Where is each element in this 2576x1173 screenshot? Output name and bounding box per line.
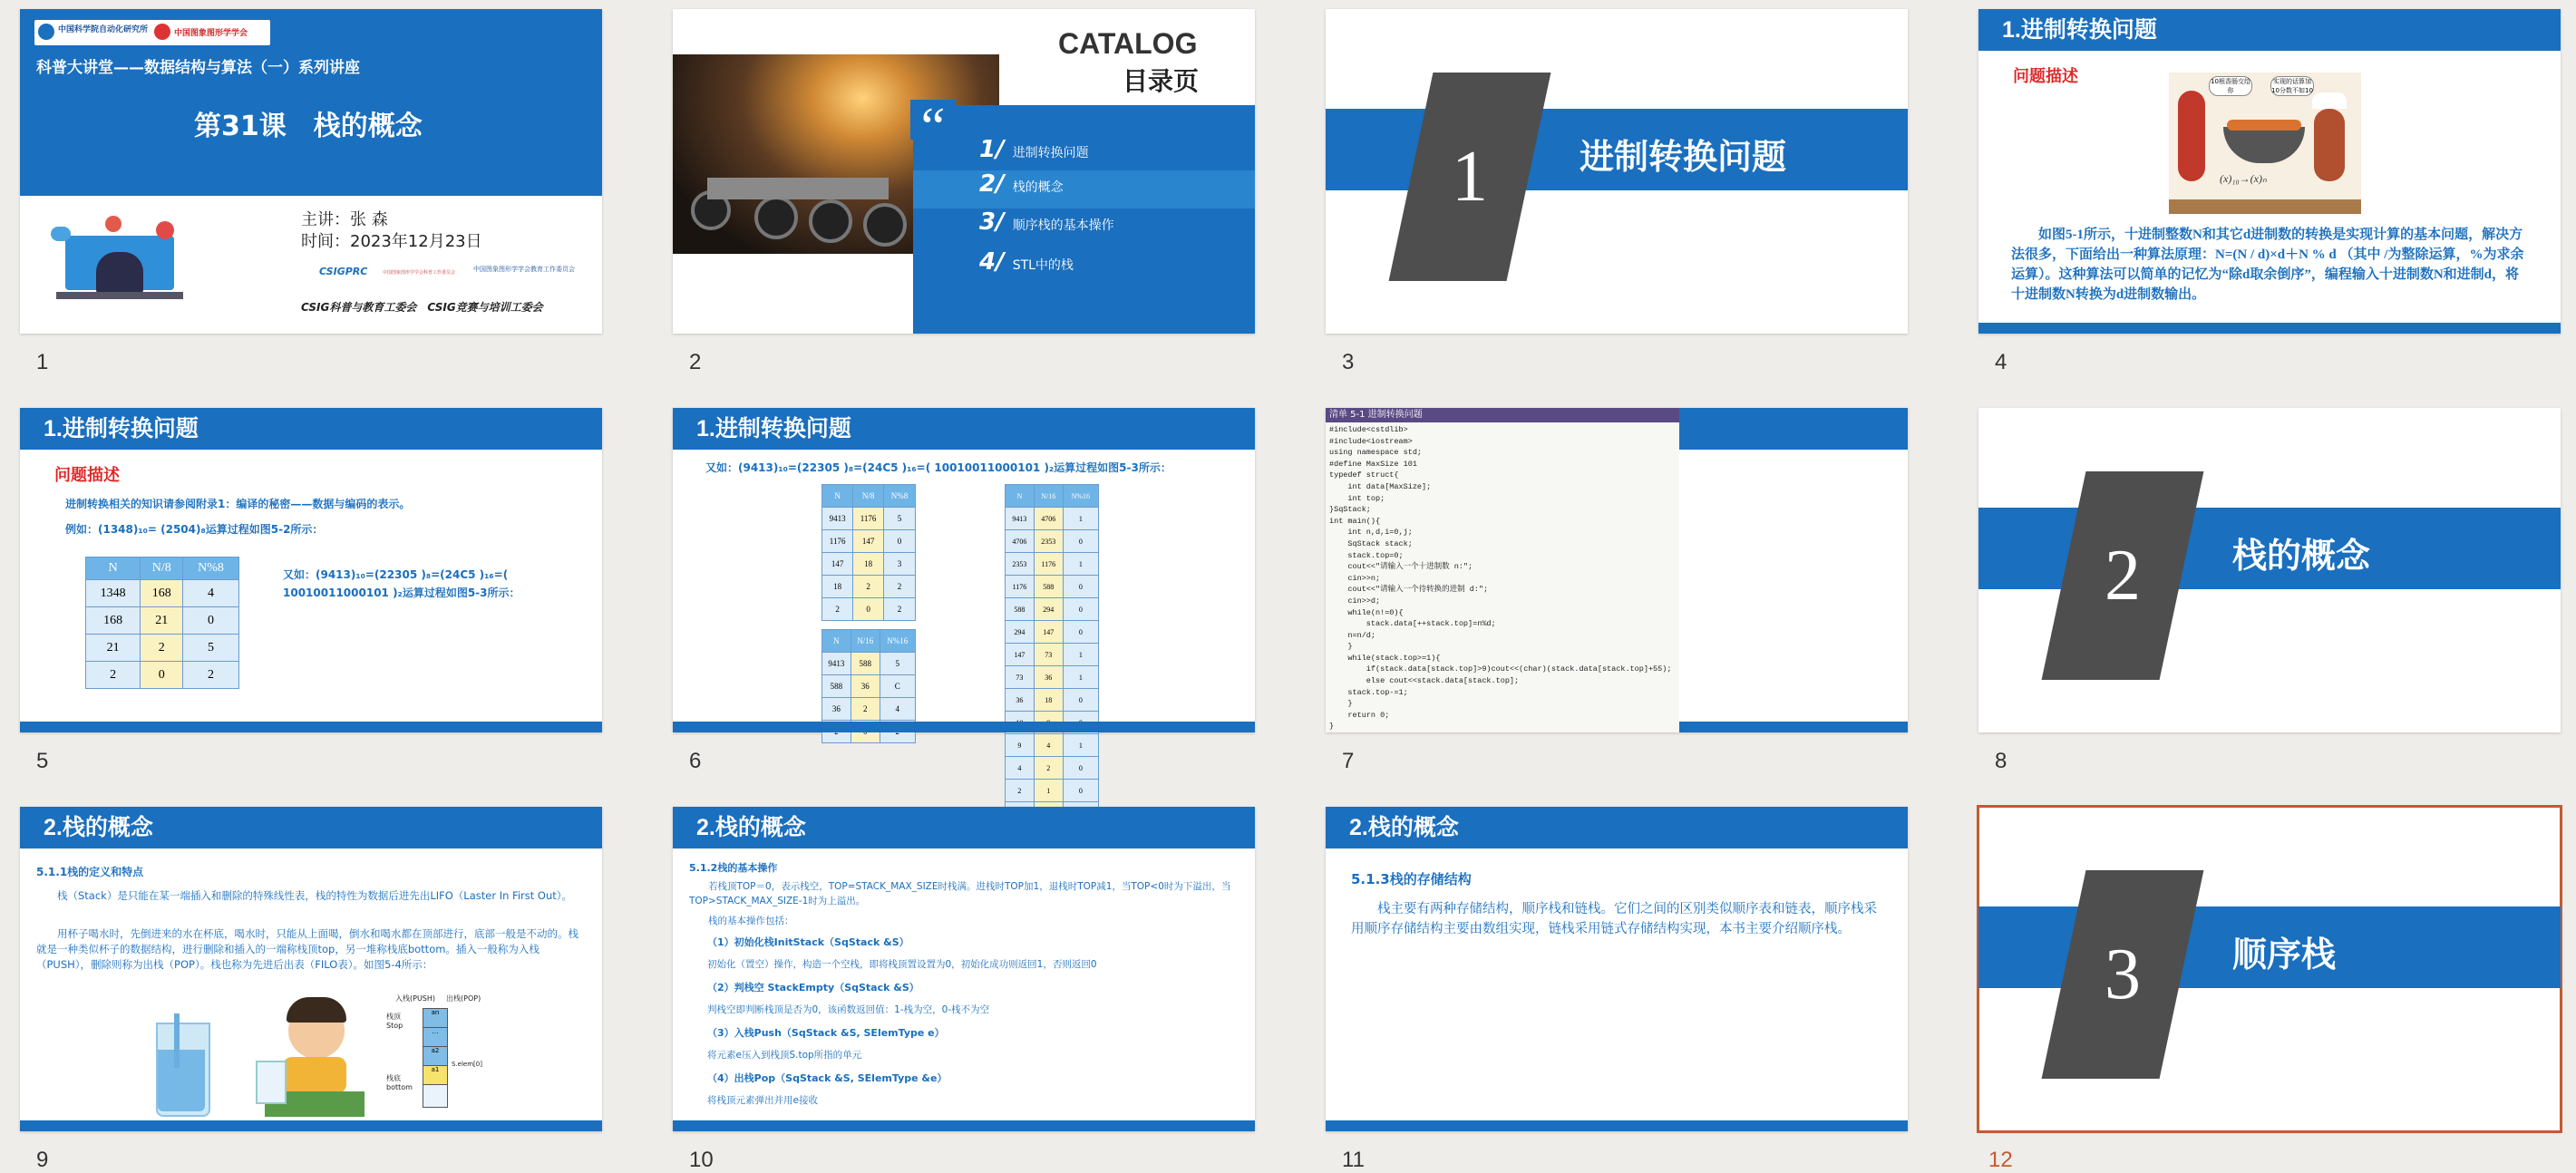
slide-number-11: 11 — [1342, 1148, 1365, 1172]
catalog-index: 3/ — [979, 208, 1005, 236]
cell: 168 — [86, 607, 141, 635]
subhead: 5.1.1栈的定义和特点 — [36, 866, 144, 878]
table-row — [1006, 757, 1099, 780]
op-3-desc: 将元素e压入到栈顶S.top所指的单元 — [707, 1050, 862, 1061]
catalog-index: 4/ — [979, 248, 1005, 276]
cell: 18 — [822, 576, 853, 598]
cell: 9413 — [822, 653, 851, 675]
cell: 2 — [141, 635, 183, 662]
cell: 4 — [183, 580, 239, 607]
cell: 1176 — [853, 508, 884, 530]
table-row — [822, 653, 916, 675]
logo-text-3: 中国图象图形学学会教育工作委员会 — [473, 266, 575, 273]
slide-number-9: 9 — [36, 1148, 49, 1172]
op-2-heading: （2）判栈空 StackEmpty（SqStack &S） — [707, 982, 919, 994]
catalog-label: 进制转换问题 — [1012, 146, 1089, 160]
slide-header: 1.进制转换问题 — [1978, 9, 2561, 51]
catalog-heading: CATALOG — [1058, 27, 1198, 60]
col-head: N — [822, 485, 853, 508]
subhead: 5.1.2栈的基本操作 — [689, 862, 778, 874]
op-2-desc: 判栈空即判断栈顶是否为0，该函数返回值：1-栈为空，0-栈不为空 — [707, 1004, 990, 1015]
table-row — [1006, 689, 1099, 712]
conversion-formula: (x)₁₀→(x)ₙ — [2220, 172, 2267, 185]
col-head: N/8 — [141, 557, 183, 580]
table-octal — [821, 484, 916, 621]
ops-intro: 栈的基本操作包括： — [689, 916, 794, 926]
cell: 36 — [1034, 666, 1063, 689]
section-number: 1 — [1389, 73, 1551, 281]
table-row — [822, 576, 916, 598]
section-number: 3 — [2042, 870, 2204, 1079]
definition-text: 栈（Stack）是只能在某一端插入和删除的特殊线性表，栈的特性为数据后进先出LIFO（Laster In First Out）。 — [57, 889, 573, 902]
table-row — [86, 607, 239, 635]
slide-number-1: 1 — [36, 350, 49, 374]
table-row — [822, 675, 916, 698]
cell: 588 — [1006, 598, 1035, 621]
op-1-desc: 初始化（置空）操作，构造一个空栈，即将栈顶置设置为0，初始化成功则返回1，否则返回0 — [707, 959, 1097, 970]
stack-cell: an — [423, 1009, 447, 1028]
cell: 0 — [1063, 689, 1098, 712]
org-name-2: 中国图象图形学学会 — [174, 29, 248, 38]
push-label: 入栈(PUSH) — [395, 994, 436, 1003]
stack-cell: a1 — [423, 1066, 447, 1085]
table-row — [1006, 644, 1099, 666]
cell: 4 — [1006, 757, 1035, 780]
table-row — [1006, 530, 1099, 553]
cell: 147 — [1006, 644, 1035, 666]
cell: 2 — [1034, 757, 1063, 780]
date: 时间：2023年12月23日 — [301, 232, 482, 251]
slide-number-2: 2 — [689, 350, 702, 374]
col-head: N — [822, 630, 851, 653]
cell: 588 — [851, 653, 880, 675]
col-head: N%8 — [883, 485, 915, 508]
problem-description: 如图5-1所示，十进制整数N和其它d进制数的转换是实现计算的基本问题，解决方法很多，下面给出一种算法原理：N=(N / d)×d＋N % d （其中 /为整除运算，%为求余运算）。这种算法可以简单的记忆为“除d取余倒序”，编程输入十进制数N和进制d，将十进制数N转换为d进制数输出。 — [2011, 228, 2524, 302]
stack-cell: … — [423, 1028, 447, 1047]
cell: 2 — [851, 698, 880, 721]
table-row — [822, 598, 916, 621]
table-row — [1006, 598, 1099, 621]
cell: 1 — [1063, 666, 1098, 689]
cell: 4 — [1034, 734, 1063, 757]
table-row — [86, 580, 239, 607]
cell: 18 — [1034, 689, 1063, 712]
catalog-index: 1/ — [979, 136, 1005, 163]
cell: 0 — [1063, 576, 1098, 598]
cell: 1 — [1063, 644, 1098, 666]
speech-bubble-1: 10根香肠交给你 — [2209, 76, 2252, 96]
table-row — [86, 635, 239, 662]
speech-bubble-2: 实现的话算加10分数不如10 — [2271, 78, 2313, 94]
cell: 2 — [853, 576, 884, 598]
cell: 1176 — [822, 530, 853, 553]
cell: 1176 — [1006, 576, 1035, 598]
speaker: 主讲：张 森 — [301, 210, 388, 229]
cell: 0 — [853, 598, 884, 621]
table-row — [822, 698, 916, 721]
slide-number-4: 4 — [1995, 350, 2007, 374]
catalog-label: 栈的概念 — [1012, 180, 1064, 195]
col-head: N/16 — [851, 630, 880, 653]
subhead: 5.1.3栈的存储结构 — [1351, 871, 1472, 887]
catalog-item-3[interactable] — [979, 208, 1114, 236]
footer-committees: CSIG科普与教育工委会 CSIG竞赛与培训工委会 — [301, 301, 543, 314]
cell: 147 — [853, 530, 884, 553]
cell: 9413 — [1006, 508, 1035, 530]
slide-thumbnail-4[interactable] — [1978, 9, 2561, 334]
slide-thumbnail-5[interactable] — [20, 408, 602, 732]
analogy-text: 用杯子喝水时，先倒进来的水在杯底，喝水时，只能从上面喝，倒水和喝水都在顶部进行，底部一般是不动的。栈就是一种类似杯子的数据结构，进行删除和插入的一端称栈顶top，另一堆称栈底bottom。插入一般称为入栈（PUSH），删除则称为出栈（POP）。栈也称为先进后出表（FILO表）。如图5-4所示： — [36, 927, 578, 971]
table-row — [1006, 508, 1099, 530]
slide-number-12: 12 — [1988, 1148, 2013, 1172]
cell: 5 — [880, 653, 915, 675]
cell: 1 — [1063, 508, 1098, 530]
cell: 73 — [1034, 644, 1063, 666]
catalog-label: 顺序栈的基本操作 — [1012, 218, 1114, 233]
catalog-subheading: 目录页 — [1123, 66, 1200, 96]
table-row — [86, 662, 239, 689]
cell: 73 — [1006, 666, 1035, 689]
slide-thumbnail-7[interactable] — [1326, 408, 1908, 732]
cell: 0 — [1063, 780, 1098, 802]
conversion-table-octal — [85, 557, 239, 689]
col-head: N%16 — [880, 630, 915, 653]
storage-text: 栈主要有两种存储结构，顺序栈和链栈。它们之间的区别类似顺序表和链表，顺序栈采用顺序存储结构主要由数组实现，链栈采用链式存储结构实现，本书主要介绍顺序栈。 — [1351, 902, 1877, 936]
cell: 9 — [1006, 734, 1035, 757]
slide-number-7: 7 — [1342, 749, 1355, 773]
cell: 147 — [1034, 621, 1063, 644]
cell: 1 — [1063, 553, 1098, 576]
slide-thumbnail-12[interactable] — [1978, 807, 2561, 1131]
slide-number-8: 8 — [1995, 749, 2007, 773]
quote-icon: “ — [910, 100, 956, 140]
cell: 168 — [141, 580, 183, 607]
slide-number-6: 6 — [689, 749, 702, 773]
bbq-illustration — [2169, 73, 2361, 214]
slide-header: 2.栈的概念 — [1326, 807, 1908, 848]
cell: 3 — [883, 553, 915, 576]
slide-number-10: 10 — [689, 1148, 714, 1172]
cell: 0 — [1063, 530, 1098, 553]
slide-thumbnail-3[interactable] — [1326, 9, 1908, 334]
catalog-item-4[interactable] — [979, 248, 1074, 276]
op-4-heading: （4）出栈Pop（SqStack &S, SElemType &e） — [707, 1072, 948, 1084]
boy-illustration — [256, 997, 374, 1120]
slide-header: 2.栈的概念 — [673, 807, 1255, 848]
table-row — [1006, 621, 1099, 644]
cell: 2 — [1006, 780, 1035, 802]
cell: 294 — [1006, 621, 1035, 644]
op-1-heading: （1）初始化栈InitStack（SqStack &S） — [707, 936, 909, 948]
cell: 588 — [1034, 576, 1063, 598]
slide-thumbnail-6[interactable] — [673, 408, 1255, 795]
section-title: 栈的概念 — [2232, 538, 2371, 576]
code-listing-title: 清单 5-1 进制转换问题 — [1326, 408, 1679, 422]
stack-top-label: 栈顶 Stop — [386, 1013, 403, 1030]
cell: 2 — [822, 598, 853, 621]
cell: C — [880, 675, 915, 698]
stack-bottom-label: 栈底 bottom — [386, 1074, 413, 1091]
col-head: N — [1006, 485, 1035, 508]
logo-text-2: 中国图象图形学学会科普工作委员会 — [383, 270, 456, 276]
monster-trucks — [691, 163, 909, 245]
section-label: 问题描述 — [2013, 67, 2078, 86]
cell: 4706 — [1006, 530, 1035, 553]
org-name-1: 中国科学院自动化研究所 — [58, 25, 149, 34]
stack-diagram — [423, 1008, 448, 1108]
cell: 588 — [822, 675, 851, 698]
col-head: N%8 — [183, 557, 239, 580]
pop-label: 出栈(POP) — [446, 994, 481, 1003]
cell: 2353 — [1006, 553, 1035, 576]
cell: 294 — [1034, 598, 1063, 621]
cell: 5 — [183, 635, 239, 662]
section-title: 顺序栈 — [2232, 936, 2337, 974]
catalog-index: 2/ — [979, 170, 1005, 198]
side-example: 又如：(9413)₁₀=(22305 )₈=(24C5 )₁₆=( 10010011000101 )₂运算过程如图5-3所示： — [283, 568, 520, 599]
catalog-label: STL中的栈 — [1012, 258, 1074, 273]
cell: 1 — [1034, 780, 1063, 802]
table-row — [1006, 734, 1099, 757]
cell: 147 — [822, 553, 853, 576]
table-row — [1006, 576, 1099, 598]
table-row — [822, 530, 916, 553]
cell: 36 — [1006, 689, 1035, 712]
elem-label: S.elem[0] — [452, 1061, 482, 1068]
computer-illustration — [47, 216, 192, 306]
table-row — [1006, 666, 1099, 689]
cell: 1 — [1063, 734, 1098, 757]
table-binary — [1005, 484, 1099, 825]
cell: 0 — [1063, 757, 1098, 780]
table-row — [822, 508, 916, 530]
slide-thumbnail-2[interactable] — [673, 9, 1255, 334]
slide-thumbnail-11[interactable] — [1326, 807, 1908, 1131]
glass-illustration — [147, 1013, 219, 1120]
section-title: 进制转换问题 — [1580, 139, 1787, 177]
col-head: N%16 — [1063, 485, 1098, 508]
cell: 18 — [853, 553, 884, 576]
cell: 4706 — [1034, 508, 1063, 530]
stack-cell: a2 — [423, 1047, 447, 1066]
slide-number-3: 3 — [1342, 350, 1355, 374]
catalog-item-2[interactable] — [979, 170, 1064, 198]
slide-header: 1.进制转换问题 — [673, 408, 1255, 450]
cell: 2 — [183, 662, 239, 689]
cell: 1348 — [86, 580, 141, 607]
cell: 1176 — [1034, 553, 1063, 576]
cell: 0 — [1063, 598, 1098, 621]
col-head: N/16 — [1034, 485, 1063, 508]
cell: 0 — [183, 607, 239, 635]
table-row — [1006, 780, 1099, 802]
series-title: 科普大讲堂——数据结构与算法（一）系列讲座 — [36, 59, 360, 77]
op-3-heading: （3）入栈Push（SqStack &S, SElemType e） — [707, 1027, 945, 1039]
slide-thumbnail-8[interactable] — [1978, 408, 2561, 732]
catalog-item-1[interactable] — [979, 136, 1089, 163]
slide-number-5: 5 — [36, 749, 49, 773]
col-head: N — [86, 557, 141, 580]
intro-text: 若栈顶TOP＝0，表示栈空，TOP=STACK_MAX_SIZE时栈满。进栈时TOP加1，退栈时TOP减1，当TOP<0时为下溢出，当TOP>STACK_MAX_SIZE-1时为上溢出。 — [689, 881, 1231, 906]
slide-header: 1.进制转换问题 — [20, 408, 602, 450]
slide-header: 2.栈的概念 — [20, 807, 602, 848]
lesson-title: 第31课 栈的概念 — [194, 111, 423, 142]
csigprc-logo: CSIGPRC — [319, 266, 368, 277]
section-label: 问题描述 — [54, 466, 120, 485]
cell: 36 — [822, 698, 851, 721]
cell: 2 — [883, 598, 915, 621]
cell: 21 — [86, 635, 141, 662]
cell: 2 — [883, 576, 915, 598]
cell: 2353 — [1034, 530, 1063, 553]
cell: 0 — [141, 662, 183, 689]
csig-logo — [154, 24, 170, 40]
cell: 4 — [880, 698, 915, 721]
table-row — [1006, 553, 1099, 576]
slide-thumbnail-9[interactable] — [20, 807, 602, 1131]
cell: 21 — [141, 607, 183, 635]
cell: 9413 — [822, 508, 853, 530]
table-row — [822, 553, 916, 576]
cell: 0 — [883, 530, 915, 553]
slide-thumbnail-1[interactable] — [20, 9, 602, 334]
cell: 5 — [883, 508, 915, 530]
section-number: 2 — [2042, 471, 2204, 680]
cell: 2 — [86, 662, 141, 689]
slide-thumbnail-10[interactable] — [673, 807, 1255, 1131]
op-4-desc: 将栈顶元素弹出并用e接收 — [707, 1095, 818, 1106]
cell: 0 — [1063, 621, 1098, 644]
intro-line-1: 进制转换相关的知识请参阅附录1：编译的秘密——数据与编码的表示。 — [65, 498, 411, 510]
cas-logo — [38, 24, 54, 40]
table-header — [86, 557, 239, 580]
code-listing: #include<cstdlib> #include<iostream> using namespace std; #define MaxSize 101 typedef struct{ int data[MaxSize]; int top; }SqStack; int main(){ int n,d,i=0,j; SqStack stack; stack.top=0; cout<<"请输入一个十进制数 n:"; cin>>n; cout<<"请输入一个待转换的进制 d:"; cin>>d; while(n!=0){ stack.data[++stack.top]=n%d; n=n/d; } while(stack.top>=1){ if(stack.data[stack.top]>9)cout<<(char)(stack.data[stack.top]+55); else cout<<stack.data[stack.top]; stack.top-=1; } return 0; } — [1326, 408, 1679, 732]
intro-line-2: 例如：(1348)₁₀= (2504)₈运算过程如图5-2所示： — [65, 523, 324, 536]
col-head: N/8 — [853, 485, 884, 508]
cell: 36 — [851, 675, 880, 698]
example-line: 又如：(9413)₁₀=(22305 )₈=(24C5 )₁₆=( 10010011000101 )₂运算过程如图5-3所示： — [705, 461, 1171, 474]
